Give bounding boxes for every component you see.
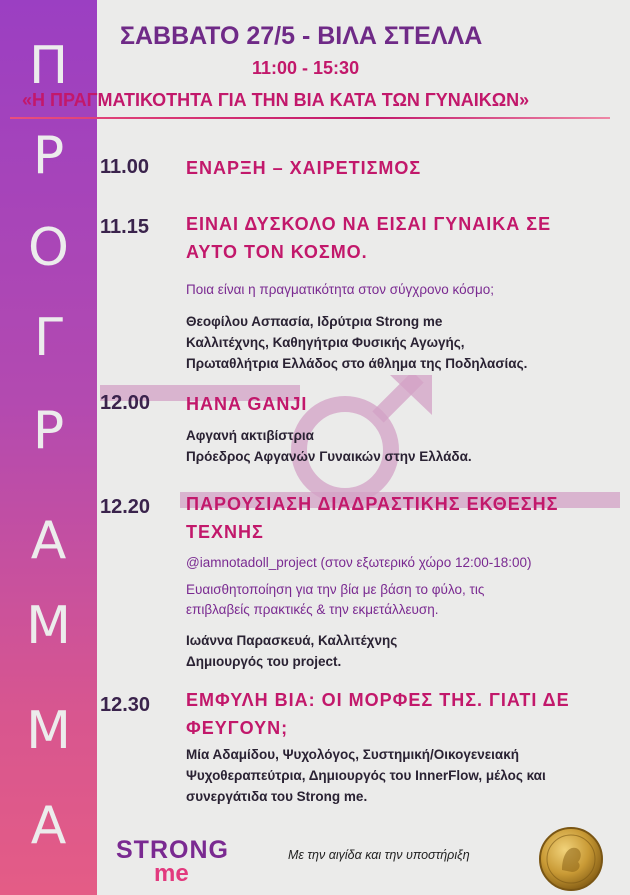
session-speaker: Ιωάννα Παρασκευά, Καλλιτέχνης Δημιουργός του project. xyxy=(186,633,398,669)
session-time: 11.15 xyxy=(100,216,149,238)
header-theme: «Η ΠΡΑΓΜΑΤΙΚΟΤΗΤΑ ΓΙΑ ΤΗΝ ΒΙΑ ΚΑΤΑ ΤΩΝ ΓΥΝΑΙΚΩΝ» xyxy=(22,90,530,110)
session-title: ΕΙΝΑΙ ΔΥΣΚΟΛΟ ΝΑ ΕΙΣΑΙ ΓΥΝΑΙΚΑ ΣΕ ΑΥΤΟ ΤΟΝ ΚΟΣΜΟ. xyxy=(186,214,552,262)
header-divider xyxy=(10,117,610,119)
header-date-venue: ΣΑΒΒΑΤΟ 27/5 - ΒΙΛΑ ΣΤΕΛΛΑ xyxy=(120,22,483,50)
sidebar-letter: Ρ xyxy=(32,401,65,461)
session-description: Ευαισθητοποίηση για την βία με βάση το φύλο, τις επιβλαβείς πρακτικές & την εκμετάλλευση. xyxy=(186,582,485,617)
session-title: HANA GANJI xyxy=(186,394,308,414)
footer-patronage-note: Με την αιγίδα και την υποστήριξη xyxy=(288,848,470,862)
sidebar-letter: Ρ xyxy=(32,126,65,186)
session-time: 12.20 xyxy=(100,496,151,518)
session-speaker: Θεοφίλου Ασπασία, Ιδρύτρια Strong me Καλλιτέχνης, Καθηγήτρια Φυσικής Αγωγής, Πρωταθλήτρια Ελλάδος στο άθλημα της Ποδηλασίας. xyxy=(186,314,528,371)
medal-emblem-icon xyxy=(538,826,604,892)
sidebar-letter: Π xyxy=(28,36,69,96)
strong-me-logo: STRONG me xyxy=(116,836,229,887)
sidebar-letter: Γ xyxy=(34,308,63,368)
sidebar-letter: Α xyxy=(30,796,67,856)
header-hours: 11:00 - 15:30 xyxy=(252,58,360,78)
session-time: 11.00 xyxy=(100,156,149,178)
session-title: ΕΝΑΡΞΗ – ΧΑΙΡΕΤΙΣΜΟΣ xyxy=(186,158,422,178)
session-time: 12.00 xyxy=(100,392,151,414)
sidebar-letter: Μ xyxy=(26,596,71,656)
sidebar-letter: Α xyxy=(30,511,67,571)
session-subtitle: Ποια είναι η πραγματικότητα στον σύγχρονο κόσμο; xyxy=(186,282,494,297)
session-speaker: Μία Αδαμίδου, Ψυχολόγος, Συστημική/Οικογενειακή Ψυχοθεραπεύτρια, Δημιουργός του InnerFlow, μέλος και συνεργάτιδα του Strong me. xyxy=(186,747,546,804)
session-speaker: Αφγανή ακτιβίστρια Πρόεδρος Αφγανών Γυναικών στην Ελλάδα. xyxy=(186,428,472,464)
sidebar-letter: Ο xyxy=(28,218,69,278)
session-title: ΕΜΦΥΛΗ ΒΙΑ: ΟΙ ΜΟΡΦΕΣ ΤΗΣ. ΓΙΑΤΙ ΔΕ ΦΕΥΓΟΥΝ; xyxy=(186,690,570,738)
session-time: 12.30 xyxy=(100,694,151,716)
session-subtitle: @iamnotadoll_project (στον εξωτερικό χώρο 12:00-18:00) xyxy=(186,555,532,570)
sidebar-letter: Μ xyxy=(26,701,71,761)
sidebar-gradient xyxy=(0,0,97,895)
session-title: ΠΑΡΟΥΣΙΑΣΗ ΔΙΑΔΡΑΣΤΙΚΗΣ ΕΚΘΕΣΗΣ ΤΕΧΝΗΣ xyxy=(186,494,559,542)
